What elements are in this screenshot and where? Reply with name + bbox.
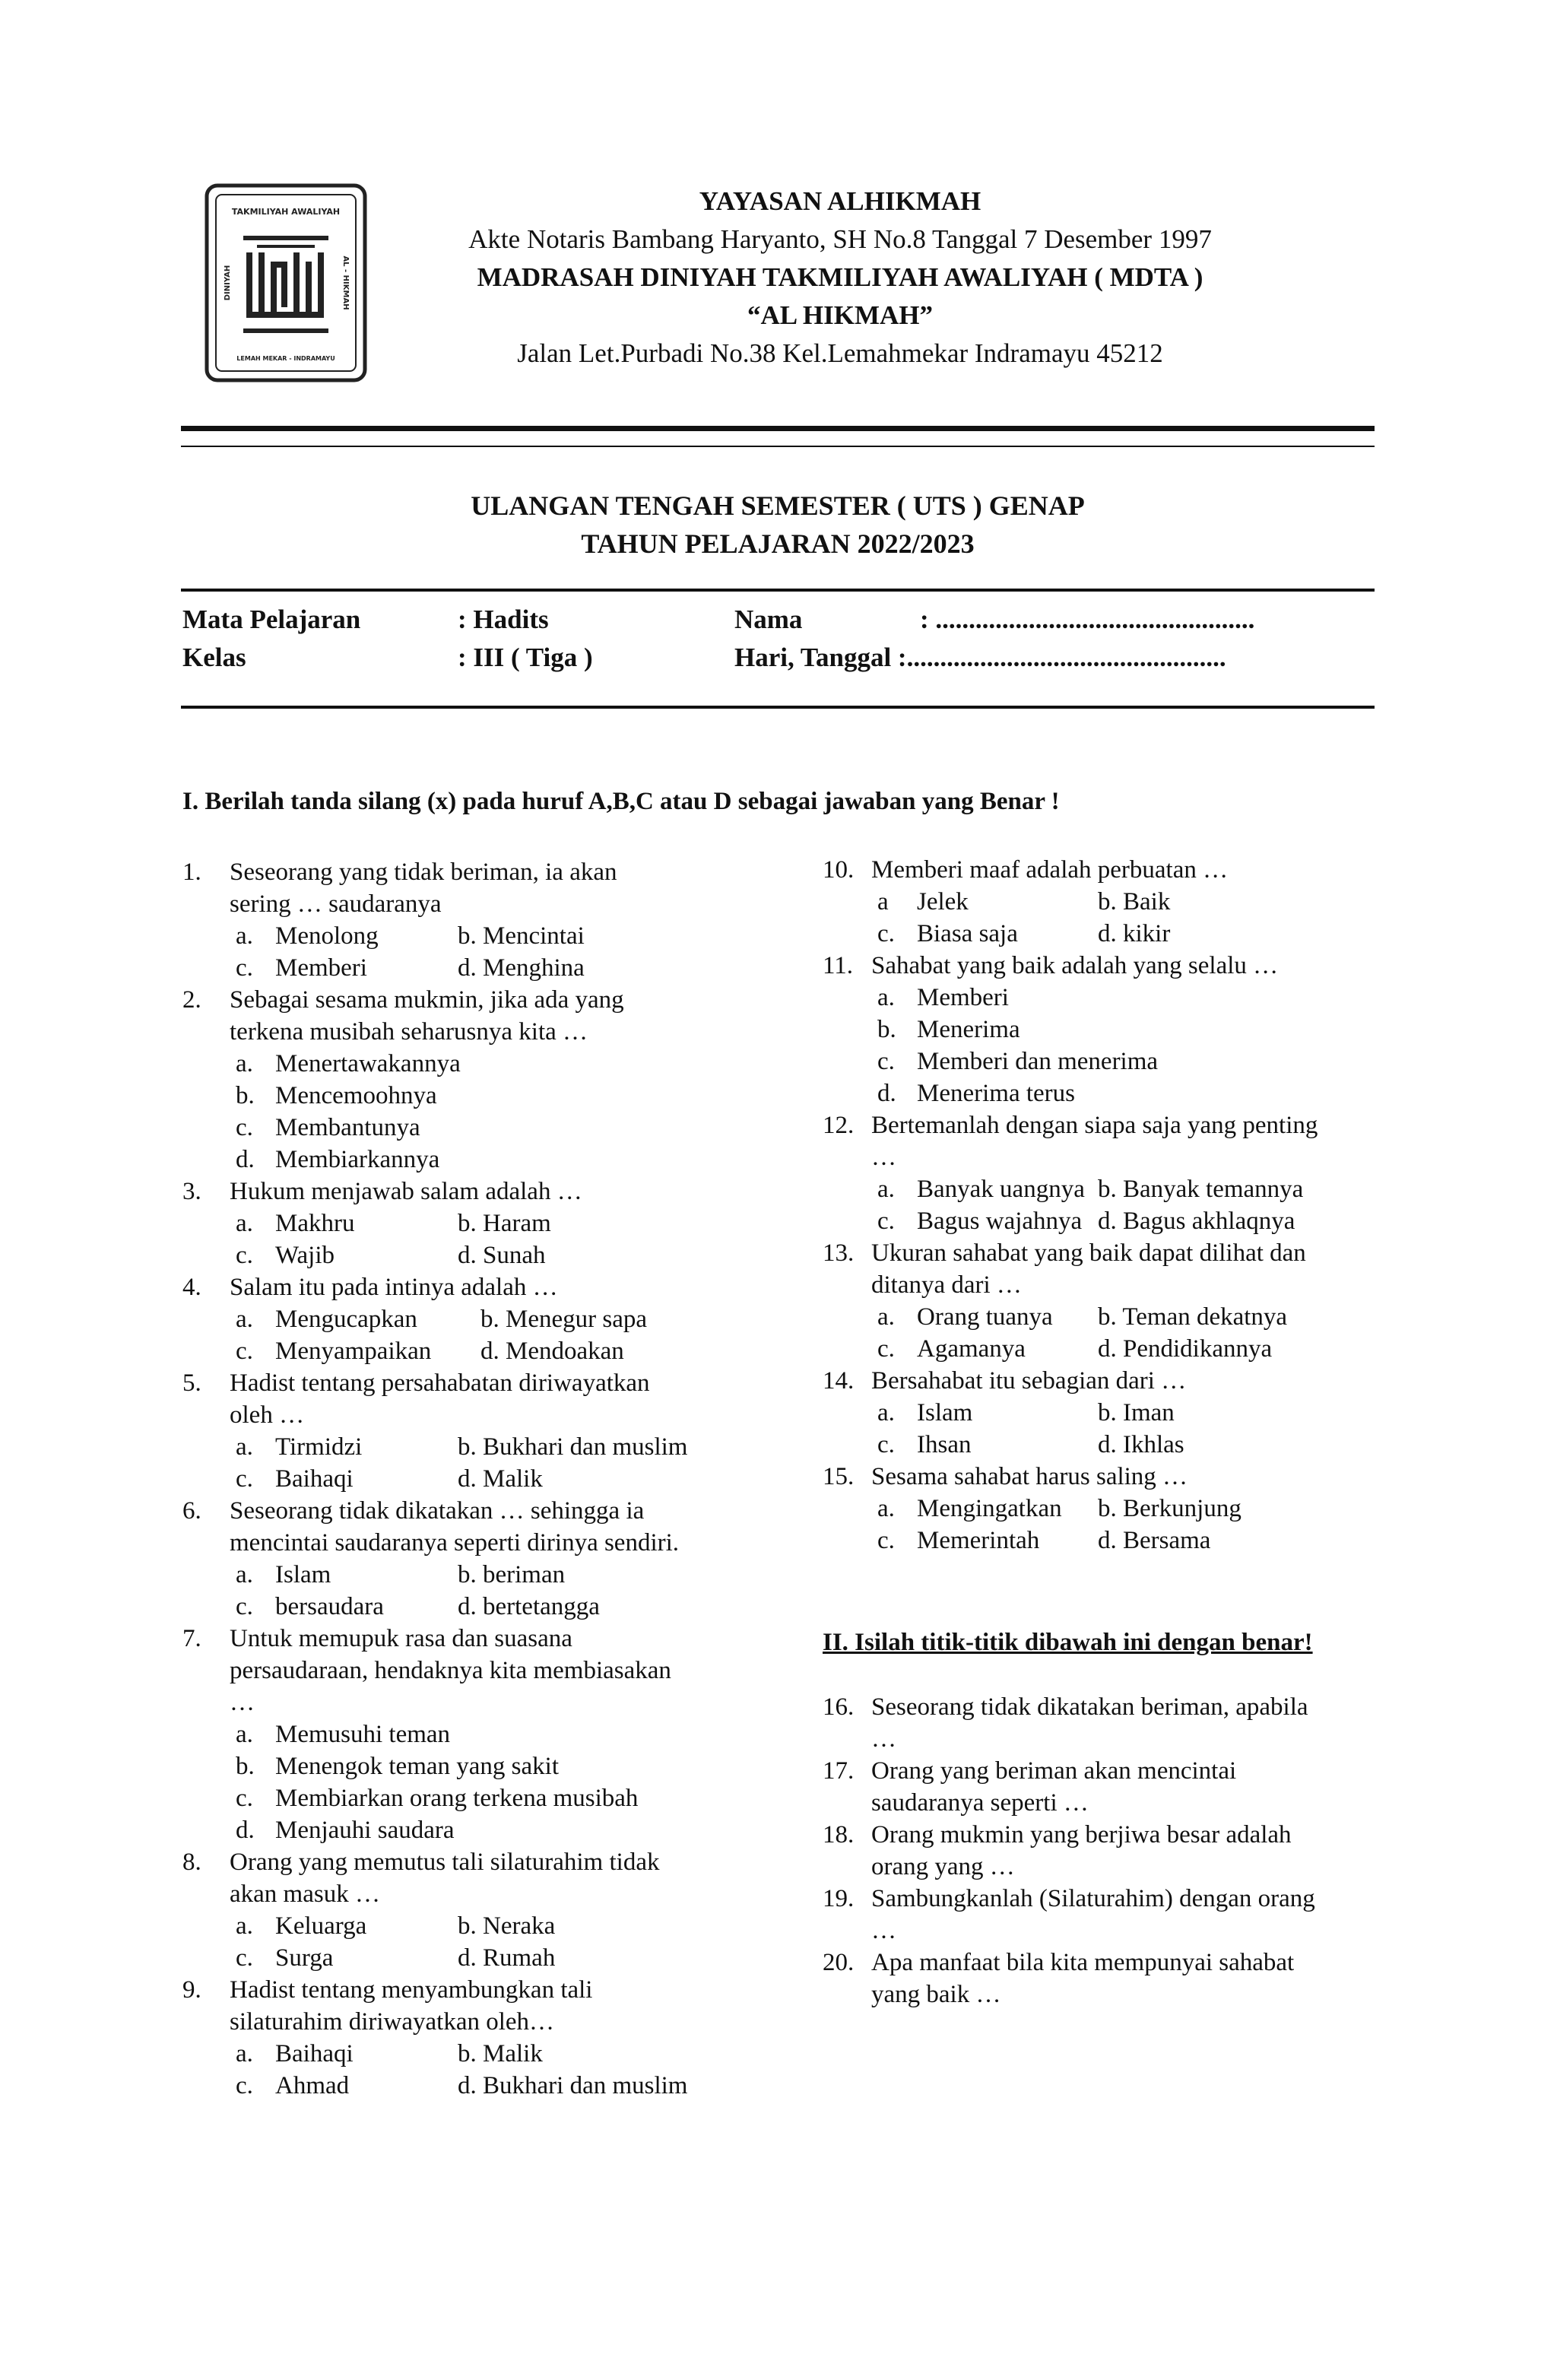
question-number: 1. <box>182 858 201 886</box>
option-text: b. Iman <box>1098 1399 1175 1426</box>
option-text: Orang tuanya <box>917 1303 1053 1331</box>
option-letter: a. <box>236 1050 253 1077</box>
option-row <box>182 1942 760 1974</box>
option-row <box>823 1429 1385 1461</box>
question-stem-continued <box>823 1269 1385 1301</box>
option-text: b. beriman <box>458 1561 566 1588</box>
option-text: Menyampaikan <box>275 1338 432 1365</box>
question-text: Sesama sahabat harus saling … <box>871 1463 1188 1490</box>
question-number: 5. <box>182 1369 201 1397</box>
option-text: b. Berkunjung <box>1098 1495 1241 1522</box>
option-letter: a <box>877 888 889 916</box>
option-row <box>823 1014 1385 1046</box>
svg-text:LEMAH MEKAR - INDRAMAYU: LEMAH MEKAR - INDRAMAYU <box>236 355 335 362</box>
header-rule-thick <box>181 426 1375 431</box>
question-number: 10. <box>823 856 855 884</box>
school-name: “AL HIKMAH” <box>747 300 934 330</box>
question-stem-continued <box>182 1527 760 1559</box>
question-text: yang baik … <box>871 1981 1001 2008</box>
option-row <box>182 1559 760 1591</box>
question-stem <box>182 1846 760 1878</box>
option-text: d. Menghina <box>458 954 585 982</box>
question-stem <box>182 856 760 888</box>
option-row <box>182 952 760 984</box>
option-text: d. Malik <box>458 1465 543 1493</box>
option-text: d. Bersama <box>1098 1527 1211 1554</box>
option-text: Agamanya <box>917 1335 1026 1363</box>
question-text: Salam itu pada intinya adalah … <box>230 1274 558 1301</box>
option-row <box>823 1077 1385 1109</box>
option-row <box>823 886 1385 918</box>
question-text: Sahabat yang baik adalah yang selalu … <box>871 952 1279 979</box>
question-stem <box>182 984 760 1016</box>
name-label: Nama <box>734 605 803 634</box>
option-text: Bagus wajahnya <box>917 1207 1083 1235</box>
name-field[interactable]: : ................................................ <box>920 605 1255 634</box>
option-text: Membantunya <box>275 1114 420 1141</box>
option-row <box>182 920 760 952</box>
option-letter: d. <box>877 1080 896 1107</box>
option-text: b. Baik <box>1098 888 1171 916</box>
option-row <box>823 1397 1385 1429</box>
option-text: Ihsan <box>917 1431 972 1458</box>
option-text: Surga <box>275 1944 334 1972</box>
option-letter: a. <box>236 1306 253 1333</box>
option-text: d. Bukhari dan muslim <box>458 2072 688 2099</box>
question-stem-continued <box>823 1787 1385 1819</box>
option-letter: c. <box>236 1593 253 1620</box>
question-stem <box>823 1365 1385 1397</box>
question-number: 9. <box>182 1976 201 2004</box>
question-text: Bersahabat itu sebagian dari … <box>871 1367 1187 1395</box>
question-text: Hadist tentang persahabatan diriwayatkan <box>230 1369 650 1397</box>
option-row <box>823 1525 1385 1557</box>
option-text: d. Rumah <box>458 1944 556 1972</box>
question-stem-continued <box>823 1851 1385 1883</box>
question-text: akan masuk … <box>230 1880 380 1908</box>
option-text: Memberi dan menerima <box>917 1048 1159 1075</box>
question-text: Seseorang tidak dikatakan … sehingga ia <box>230 1497 645 1525</box>
option-row <box>182 1080 760 1112</box>
question-stem <box>823 1755 1385 1787</box>
header-rule-thin <box>181 446 1375 447</box>
option-text: d. Sunah <box>458 1242 546 1269</box>
option-row <box>182 2038 760 2070</box>
question-number: 4. <box>182 1274 201 1301</box>
svg-text:DINIYAH: DINIYAH <box>224 265 232 301</box>
question-stem <box>182 1367 760 1399</box>
question-text: … <box>871 1917 896 1944</box>
option-text: Menerima <box>917 1016 1020 1043</box>
info-rule-bottom <box>181 706 1375 709</box>
question-stem <box>182 1623 760 1655</box>
question-stem <box>182 1974 760 2006</box>
school-address: Jalan Let.Purbadi No.38 Kel.Lemahmekar Indramayu 45212 <box>517 338 1163 368</box>
option-row <box>823 1301 1385 1333</box>
option-text: Memberi <box>917 984 1009 1011</box>
option-text: Tirmidzi <box>275 1433 363 1461</box>
option-text: b. Banyak temannya <box>1098 1176 1304 1203</box>
option-text: b. Malik <box>458 2040 543 2067</box>
option-text: b. Neraka <box>458 1912 556 1940</box>
option-text: Jelek <box>917 888 969 916</box>
question-text: terkena musibah seharusnya kita … <box>230 1018 588 1046</box>
option-text: d. kikir <box>1098 920 1171 947</box>
question-text: Apa manfaat bila kita mempunyai sahabat <box>871 1949 1295 1976</box>
option-row <box>823 1046 1385 1077</box>
question-text: Orang mukmin yang berjiwa besar adalah <box>871 1821 1292 1848</box>
option-letter: c. <box>236 1242 253 1269</box>
option-letter: a. <box>877 1176 895 1203</box>
option-row <box>182 1112 760 1144</box>
question-text: orang yang … <box>871 1853 1015 1880</box>
option-letter: a. <box>877 1303 895 1331</box>
option-row <box>823 1333 1385 1365</box>
question-text: saudaranya seperti … <box>871 1789 1089 1817</box>
option-text: Menerima terus <box>917 1080 1076 1107</box>
question-number: 17. <box>823 1757 855 1785</box>
info-rule-top <box>181 589 1375 592</box>
question-number: 20. <box>823 1949 855 1976</box>
question-stem <box>823 1819 1385 1851</box>
questions-right-column <box>823 854 1385 1557</box>
option-text: d. Bagus akhlaqnya <box>1098 1207 1295 1235</box>
question-stem-continued <box>823 1141 1385 1173</box>
option-row <box>823 982 1385 1014</box>
question-stem <box>182 1495 760 1527</box>
option-row <box>182 1207 760 1239</box>
option-row <box>182 1303 760 1335</box>
option-text: Membiarkan orang terkena musibah <box>275 1785 639 1812</box>
question-text: silaturahim diriwayatkan oleh… <box>230 2008 555 2036</box>
option-text: Memusuhi teman <box>275 1721 451 1748</box>
option-row <box>182 1431 760 1463</box>
section-1-title: I. Berilah tanda silang (x) pada huruf A,B,C atau D sebagai jawaban yang Benar ! <box>182 788 1060 815</box>
exam-year: TAHUN PELAJARAN 2022/2023 <box>581 528 975 559</box>
option-text: Mengingatkan <box>917 1495 1062 1522</box>
question-text: Orang yang memutus tali silaturahim tidak <box>230 1848 660 1876</box>
option-text: Makhru <box>275 1210 355 1237</box>
subject-label: Mata Pelajaran <box>182 605 361 634</box>
option-row <box>182 1591 760 1623</box>
question-number: 19. <box>823 1885 855 1912</box>
option-text: Baihaqi <box>275 2040 354 2067</box>
question-number: 8. <box>182 1848 201 1876</box>
option-text: Islam <box>275 1561 331 1588</box>
option-letter: c. <box>877 1335 895 1363</box>
section-2-title: II. Isilah titik-titik dibawah ini dengan benar! <box>823 1629 1313 1656</box>
option-letter: c. <box>236 1338 253 1365</box>
question-text: Hadist tentang menyambungkan tali <box>230 1976 593 2004</box>
option-text: Banyak uangnya <box>917 1176 1085 1203</box>
question-number: 3. <box>182 1178 201 1205</box>
option-text: b. Haram <box>458 1210 551 1237</box>
option-row <box>823 1173 1385 1205</box>
question-text: sering … saudaranya <box>230 890 442 918</box>
question-text: Hukum menjawab salam adalah … <box>230 1178 582 1205</box>
option-letter: a. <box>877 1399 895 1426</box>
option-row <box>182 1910 760 1942</box>
option-row <box>182 1814 760 1846</box>
question-stem <box>182 1271 760 1303</box>
option-letter: a. <box>236 922 253 950</box>
svg-text:TAKMILIYAH AWALIYAH: TAKMILIYAH AWALIYAH <box>231 207 341 217</box>
question-stem-continued <box>823 1915 1385 1947</box>
option-text: Ahmad <box>275 2072 350 2099</box>
option-row <box>182 1750 760 1782</box>
option-text: Mengucapkan <box>275 1306 417 1333</box>
class-label: Kelas <box>182 643 246 672</box>
question-text: … <box>871 1725 896 1753</box>
question-stem <box>182 1176 760 1207</box>
question-stem-continued <box>182 1655 760 1687</box>
option-text: b. Menegur sapa <box>480 1306 648 1333</box>
question-stem <box>823 1109 1385 1141</box>
question-text: Untuk memupuk rasa dan suasana <box>230 1625 572 1652</box>
option-text: d. bertetangga <box>458 1593 600 1620</box>
question-stem-continued <box>182 1399 760 1431</box>
option-letter: b. <box>236 1082 255 1109</box>
question-text: Sebagai sesama mukmin, jika ada yang <box>230 986 624 1014</box>
option-letter: b. <box>877 1016 896 1043</box>
questions-left-column <box>182 856 760 2102</box>
option-letter: d. <box>236 1146 255 1173</box>
option-text: bersaudara <box>275 1593 384 1620</box>
option-text: Biasa saja <box>917 920 1018 947</box>
class-value: : III ( Tiga ) <box>458 643 593 672</box>
option-text: b. Teman dekatnya <box>1098 1303 1288 1331</box>
option-letter: a. <box>236 1210 253 1237</box>
option-letter: c. <box>236 1944 253 1972</box>
option-row <box>182 1463 760 1495</box>
option-row <box>182 2070 760 2102</box>
notary-deed: Akte Notaris Bambang Haryanto, SH No.8 Tanggal 7 Desember 1997 <box>468 224 1212 254</box>
option-text: Menolong <box>275 922 379 950</box>
option-text: d. Ikhlas <box>1098 1431 1184 1458</box>
option-row <box>823 1205 1385 1237</box>
question-number: 2. <box>182 986 201 1014</box>
question-stem-continued <box>182 1016 760 1048</box>
option-letter: a. <box>236 1561 253 1588</box>
question-text: oleh … <box>230 1401 305 1429</box>
question-number: 7. <box>182 1625 201 1652</box>
option-letter: d. <box>236 1817 255 1844</box>
question-text: Sambungkanlah (Silaturahim) dengan orang <box>871 1885 1315 1912</box>
option-letter: a. <box>877 984 895 1011</box>
option-letter: c. <box>236 954 253 982</box>
option-text: Mencemoohnya <box>275 1082 437 1109</box>
question-stem <box>823 1883 1385 1915</box>
question-text: Bertemanlah dengan siapa saja yang penting <box>871 1112 1318 1139</box>
option-letter: c. <box>877 1048 895 1075</box>
option-text: Menjauhi saudara <box>275 1817 455 1844</box>
question-stem-continued <box>182 888 760 920</box>
question-stem-continued <box>182 1878 760 1910</box>
option-text: b. Bukhari dan muslim <box>458 1433 688 1461</box>
option-text: Wajib <box>275 1242 335 1269</box>
option-row <box>182 1239 760 1271</box>
question-text: … <box>871 1144 896 1171</box>
svg-text:AL - HIKMAH: AL - HIKMAH <box>341 255 350 310</box>
option-letter: c. <box>236 2072 253 2099</box>
school-title: MADRASAH DINIYAH TAKMILIYAH AWALIYAH ( MDTA ) <box>477 262 1203 292</box>
question-number: 6. <box>182 1497 201 1525</box>
option-letter: c. <box>877 920 895 947</box>
question-number: 18. <box>823 1821 855 1848</box>
question-stem-continued <box>182 2006 760 2038</box>
question-number: 11. <box>823 952 854 979</box>
question-number: 16. <box>823 1693 855 1721</box>
option-row <box>182 1048 760 1080</box>
option-letter: a. <box>236 2040 253 2067</box>
option-row <box>823 918 1385 950</box>
option-text: Keluarga <box>275 1912 367 1940</box>
question-stem-continued <box>823 1723 1385 1755</box>
option-text: b. Mencintai <box>458 922 585 950</box>
question-stem <box>823 950 1385 982</box>
question-text: … <box>230 1689 255 1716</box>
question-stem <box>823 1461 1385 1493</box>
option-row <box>182 1144 760 1176</box>
option-text: Membiarkannya <box>275 1146 440 1173</box>
subject-value: : Hadits <box>458 605 549 634</box>
option-text: Baihaqi <box>275 1465 354 1493</box>
option-text: d. Pendidikannya <box>1098 1335 1273 1363</box>
option-text: d. Mendoakan <box>480 1338 624 1365</box>
option-letter: a. <box>236 1433 253 1461</box>
question-stem <box>823 1237 1385 1269</box>
option-letter: a. <box>236 1912 253 1940</box>
question-text: Ukuran sahabat yang baik dapat dilihat dan <box>871 1239 1306 1267</box>
option-letter: c. <box>236 1785 253 1812</box>
question-text: Seseorang yang tidak beriman, ia akan <box>230 858 617 886</box>
question-text: persaudaraan, hendaknya kita membiasakan <box>230 1657 671 1684</box>
option-row <box>182 1718 760 1750</box>
question-number: 15. <box>823 1463 855 1490</box>
option-text: Menertawakannya <box>275 1050 461 1077</box>
question-text: Seseorang tidak dikatakan beriman, apabila <box>871 1693 1308 1721</box>
question-number: 13. <box>823 1239 855 1267</box>
question-stem-continued <box>182 1687 760 1718</box>
option-row <box>182 1782 760 1814</box>
option-letter: c. <box>877 1207 895 1235</box>
question-text: Orang yang beriman akan mencintai <box>871 1757 1237 1785</box>
option-letter: c. <box>877 1431 895 1458</box>
question-stem <box>823 1947 1385 1979</box>
question-text: ditanya dari … <box>871 1271 1022 1299</box>
option-row <box>823 1493 1385 1525</box>
option-letter: c. <box>236 1114 253 1141</box>
option-letter: c. <box>236 1465 253 1493</box>
option-text: Menengok teman yang sakit <box>275 1753 559 1780</box>
question-stem <box>823 1691 1385 1723</box>
question-text: mencintai saudaranya seperti dirinya sendiri. <box>230 1529 680 1557</box>
foundation-name: YAYASAN ALHIKMAH <box>699 186 981 216</box>
date-field[interactable]: Hari, Tanggal :................................................ <box>734 643 1226 672</box>
option-letter: a. <box>877 1495 895 1522</box>
option-letter: a. <box>236 1721 253 1748</box>
question-text: Memberi maaf adalah perbuatan … <box>871 856 1229 884</box>
essay-questions-column <box>823 1691 1385 2010</box>
option-text: Memberi <box>275 954 367 982</box>
option-row <box>182 1335 760 1367</box>
option-text: Memerintah <box>917 1527 1040 1554</box>
question-stem <box>823 854 1385 886</box>
question-number: 12. <box>823 1112 855 1139</box>
option-text: Islam <box>917 1399 973 1426</box>
option-letter: c. <box>877 1527 895 1554</box>
question-number: 14. <box>823 1367 855 1395</box>
question-stem-continued <box>823 1979 1385 2010</box>
option-letter: b. <box>236 1753 255 1780</box>
exam-title: ULANGAN TENGAH SEMESTER ( UTS ) GENAP <box>471 490 1085 521</box>
